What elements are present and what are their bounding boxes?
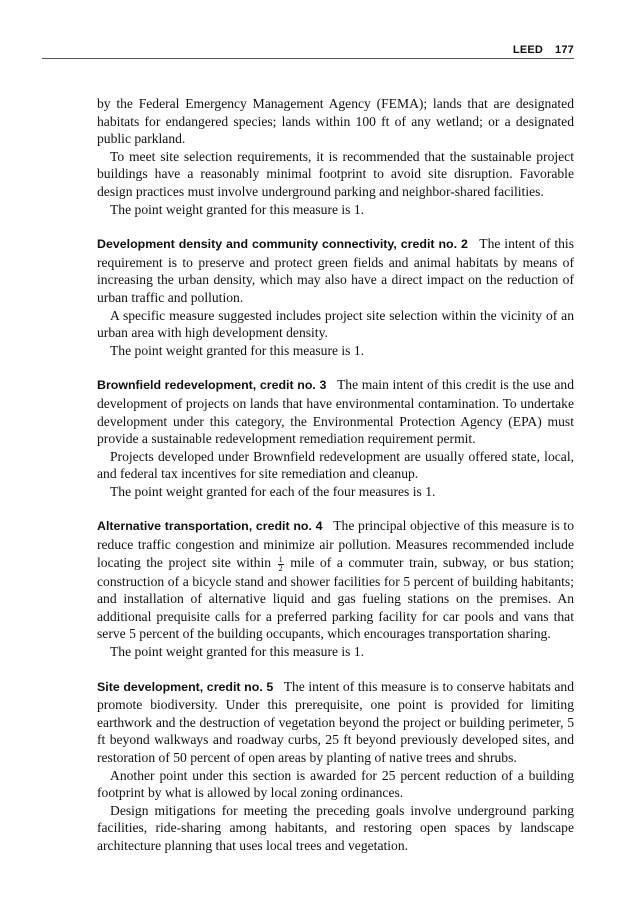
header-rule [42, 58, 574, 59]
section-lead-paragraph [97, 235, 574, 306]
paragraph: The point weight granted for this measure is 1. [110, 201, 365, 217]
page-number: 177 [555, 44, 574, 56]
section-lead-text: The main intent of this credit is the use and development of projects on lands that have environmental contamination. To undertake development under this category, the Environmental Protection Agency (EPA) must provide a sustainable redevelopment remediation requirement permit. [97, 377, 574, 447]
section-heading: Site development, credit no. 5 [97, 679, 274, 694]
section-credit-2 [97, 235, 574, 359]
paragraph: The point weight granted for each of the four measures is 1. [110, 483, 436, 499]
paragraph: The point weight granted for this measure is 1. [110, 644, 365, 660]
section-heading: Alternative transportation, credit no. 4 [97, 519, 323, 534]
paragraph: A specific measure suggested includes project site selection within the vicinity of an urban area with high development density. [97, 307, 574, 341]
body-text [97, 95, 574, 855]
paragraph: Design mitigations for meeting the preceding goals involve underground parking facilities, ride-sharing among habitants, and restoring open spaces by landscape architecture planning that uses local trees and vegetation. [97, 802, 574, 853]
paragraph: Projects developed under Brownfield redevelopment are usually offered state, local, and federal tax incentives for site remediation and cleanup. [97, 448, 574, 482]
fraction-one-half [278, 556, 284, 573]
section-credit-5 [97, 678, 574, 855]
section-lead-text-continued: mile of a commuter train, subway, or bus station; construction of a bicycle stand and shower facilities for 5 percent of building habitants; and installation of alternative liquid and gas fueling stations on the premises. An additional prequisite calls for a preferred parking facility for car pools and vans that serve 5 percent of the building occupants, which encourages transportation sharing. [97, 554, 574, 642]
running-head-title: LEED [512, 44, 544, 56]
section-heading: Development density and community connectivity, credit no. 2 [97, 237, 468, 252]
paragraph: by the Federal Emergency Management Agency (FEMA); lands that are designated habitats for endangered species; lands within 100 ft of any wetland; or a designated public parkland. [97, 96, 574, 147]
section-lead-paragraph [97, 376, 574, 447]
paragraph: Another point under this section is awarded for 25 percent reduction of a building footprint by what is allowed by local zoning ordinances. [97, 767, 574, 801]
fraction-denominator: 2 [278, 563, 283, 573]
section-lead-paragraph [97, 678, 574, 767]
fraction-numerator: 1 [278, 554, 283, 564]
running-head [42, 44, 574, 56]
section-lead-paragraph [97, 517, 574, 643]
paragraph: To meet site selection requirements, it is recommended that the sustainable project buildings have a reasonably minimal footprint to avoid site disruption. Favorable design practices must involve underground parking and neighbor-shared facilities. [97, 148, 574, 199]
section-lead-text: The intent of this measure is to conserve habitats and promote biodiversity. Under this prerequisite, one point is provided for limiting earthwork and the destruction of vegetation beyond the project or building perimeter, 5 ft beyond walkways and roadway curbs, 25 ft beyond previously developed sites, and restoration of 50 percent of open areas by planting of native trees and shrubs. [97, 678, 574, 765]
section-credit-3 [97, 376, 574, 500]
section-credit-4 [97, 517, 574, 660]
section-lead-text: The principal objective of this measure is to reduce traffic congestion and minimize air pollution. Measures recommended include locating the project site within [97, 518, 575, 570]
section-heading: Brownfield redevelopment, credit no. 3 [97, 378, 327, 393]
section-lead-text: The intent of this requirement is to preserve and protect green fields and animal habitats by means of increasing the urban density, which may also have a direct impact on the reduction of urban traffic and pollution. [97, 236, 574, 305]
paragraph: The point weight granted for this measure is 1. [110, 342, 365, 358]
